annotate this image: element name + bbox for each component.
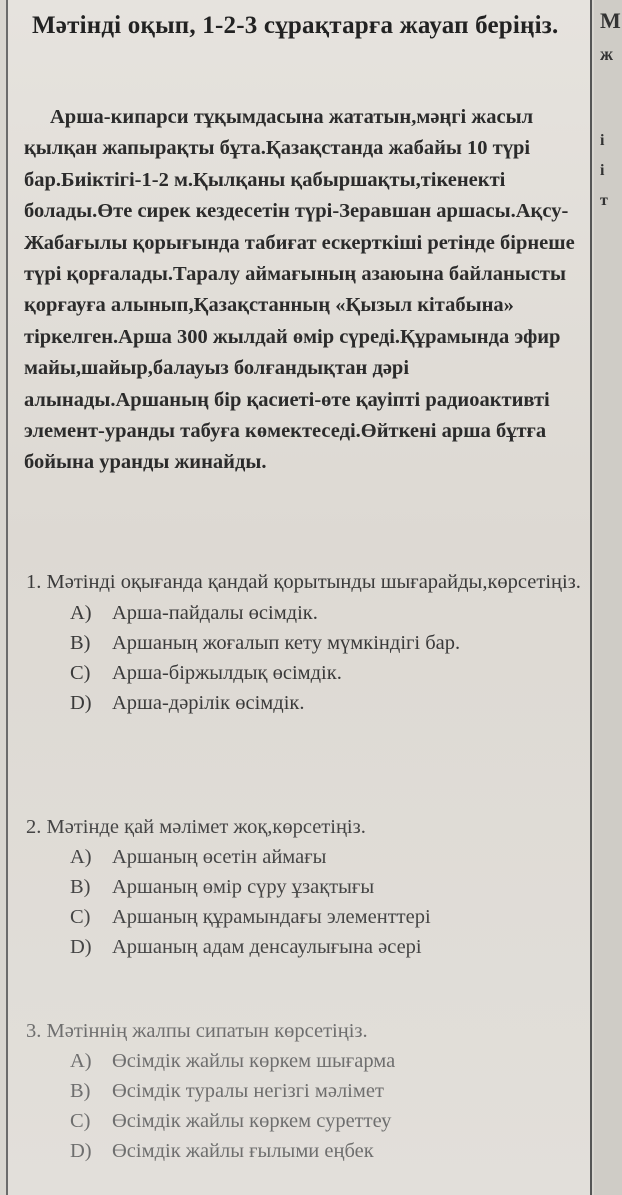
option-b: B) Өсімдік туралы негізгі мәлімет [70, 1080, 384, 1102]
question-3-options [26, 1046, 586, 1166]
option-a: A) Өсімдік жайлы көркем шығарма [70, 1050, 396, 1072]
option-b: B) Аршаның жоғалып кету мүмкіндігі бар. [70, 632, 461, 654]
option-d: D) Аршаның адам денсаулығына әсері [70, 936, 422, 958]
option-c: C) Арша-біржылдық өсімдік. [70, 662, 342, 684]
question-1-options [26, 598, 586, 718]
edge-glyph: т [600, 192, 608, 209]
question-2 [26, 812, 586, 962]
edge-glyph: ж [600, 44, 614, 64]
option-a: A) Аршаның өсетін аймағы [70, 846, 327, 868]
question-3 [26, 1016, 586, 1166]
option-c: C) Аршаның құрамындағы элементтері [70, 906, 431, 928]
reading-passage: Арша-кипарси тұқымдасына жататын,мәңгі жасыл қылқан жапырақты бұта.Қазақстанда жабайы 10 түрі бар.Биіктігі-1-2 м.Қылқаны қабыршақты,тікенекті болады.Өте сирек кездесетін түрі-Зеравшан аршасы.Ақсу-Жабағылы қорығында табиғат ескерткіші ретінде бірнеше түрі қорғалады.Таралу аймағының азаюына байланысты қорғауға алынып,Қазақстанның «Қызыл кітабына» тіркелген.Арша 300 жылдай өмір сүреді.Құрамында эфир майы,шайыр,балауыз болғандықтан дәрі алынады.Аршаның бір қасиеті-өте қауіпті радиоактивті элемент-уранды табуға көмектеседі.Өйткені арша бұтға бойына уранды жинайды. [24, 106, 575, 474]
question-1 [26, 567, 586, 718]
page-title: Мәтінді оқып, 1-2-3 сұрақтарға жауап беріңіз. [32, 12, 559, 39]
edge-glyph: і [600, 162, 605, 179]
question-2-options [26, 842, 586, 962]
edge-glyph: М [600, 8, 621, 33]
edge-glyph: і [600, 132, 605, 149]
adjacent-page-edge [594, 0, 622, 1195]
option-d: D) Арша-дәрілік өсімдік. [70, 692, 305, 714]
option-a: A) Арша-пайдалы өсімдік. [70, 602, 318, 624]
question-1-text: 1. Мәтінді оқығанда қандай қорытынды шығарайды,көрсетіңіз. [26, 571, 581, 593]
worksheet-page [6, 0, 592, 1195]
option-b: B) Аршаның өмір сүру ұзақтығы [70, 876, 375, 898]
question-2-text: 2. Мәтінде қай мәлімет жоқ,көрсетіңіз. [26, 816, 366, 838]
question-3-text: 3. Мәтіннің жалпы сипатын көрсетіңіз. [26, 1020, 368, 1042]
option-d: D) Өсімдік жайлы ғылыми еңбек [70, 1140, 374, 1162]
option-c: C) Өсімдік жайлы көркем суреттеу [70, 1110, 392, 1132]
